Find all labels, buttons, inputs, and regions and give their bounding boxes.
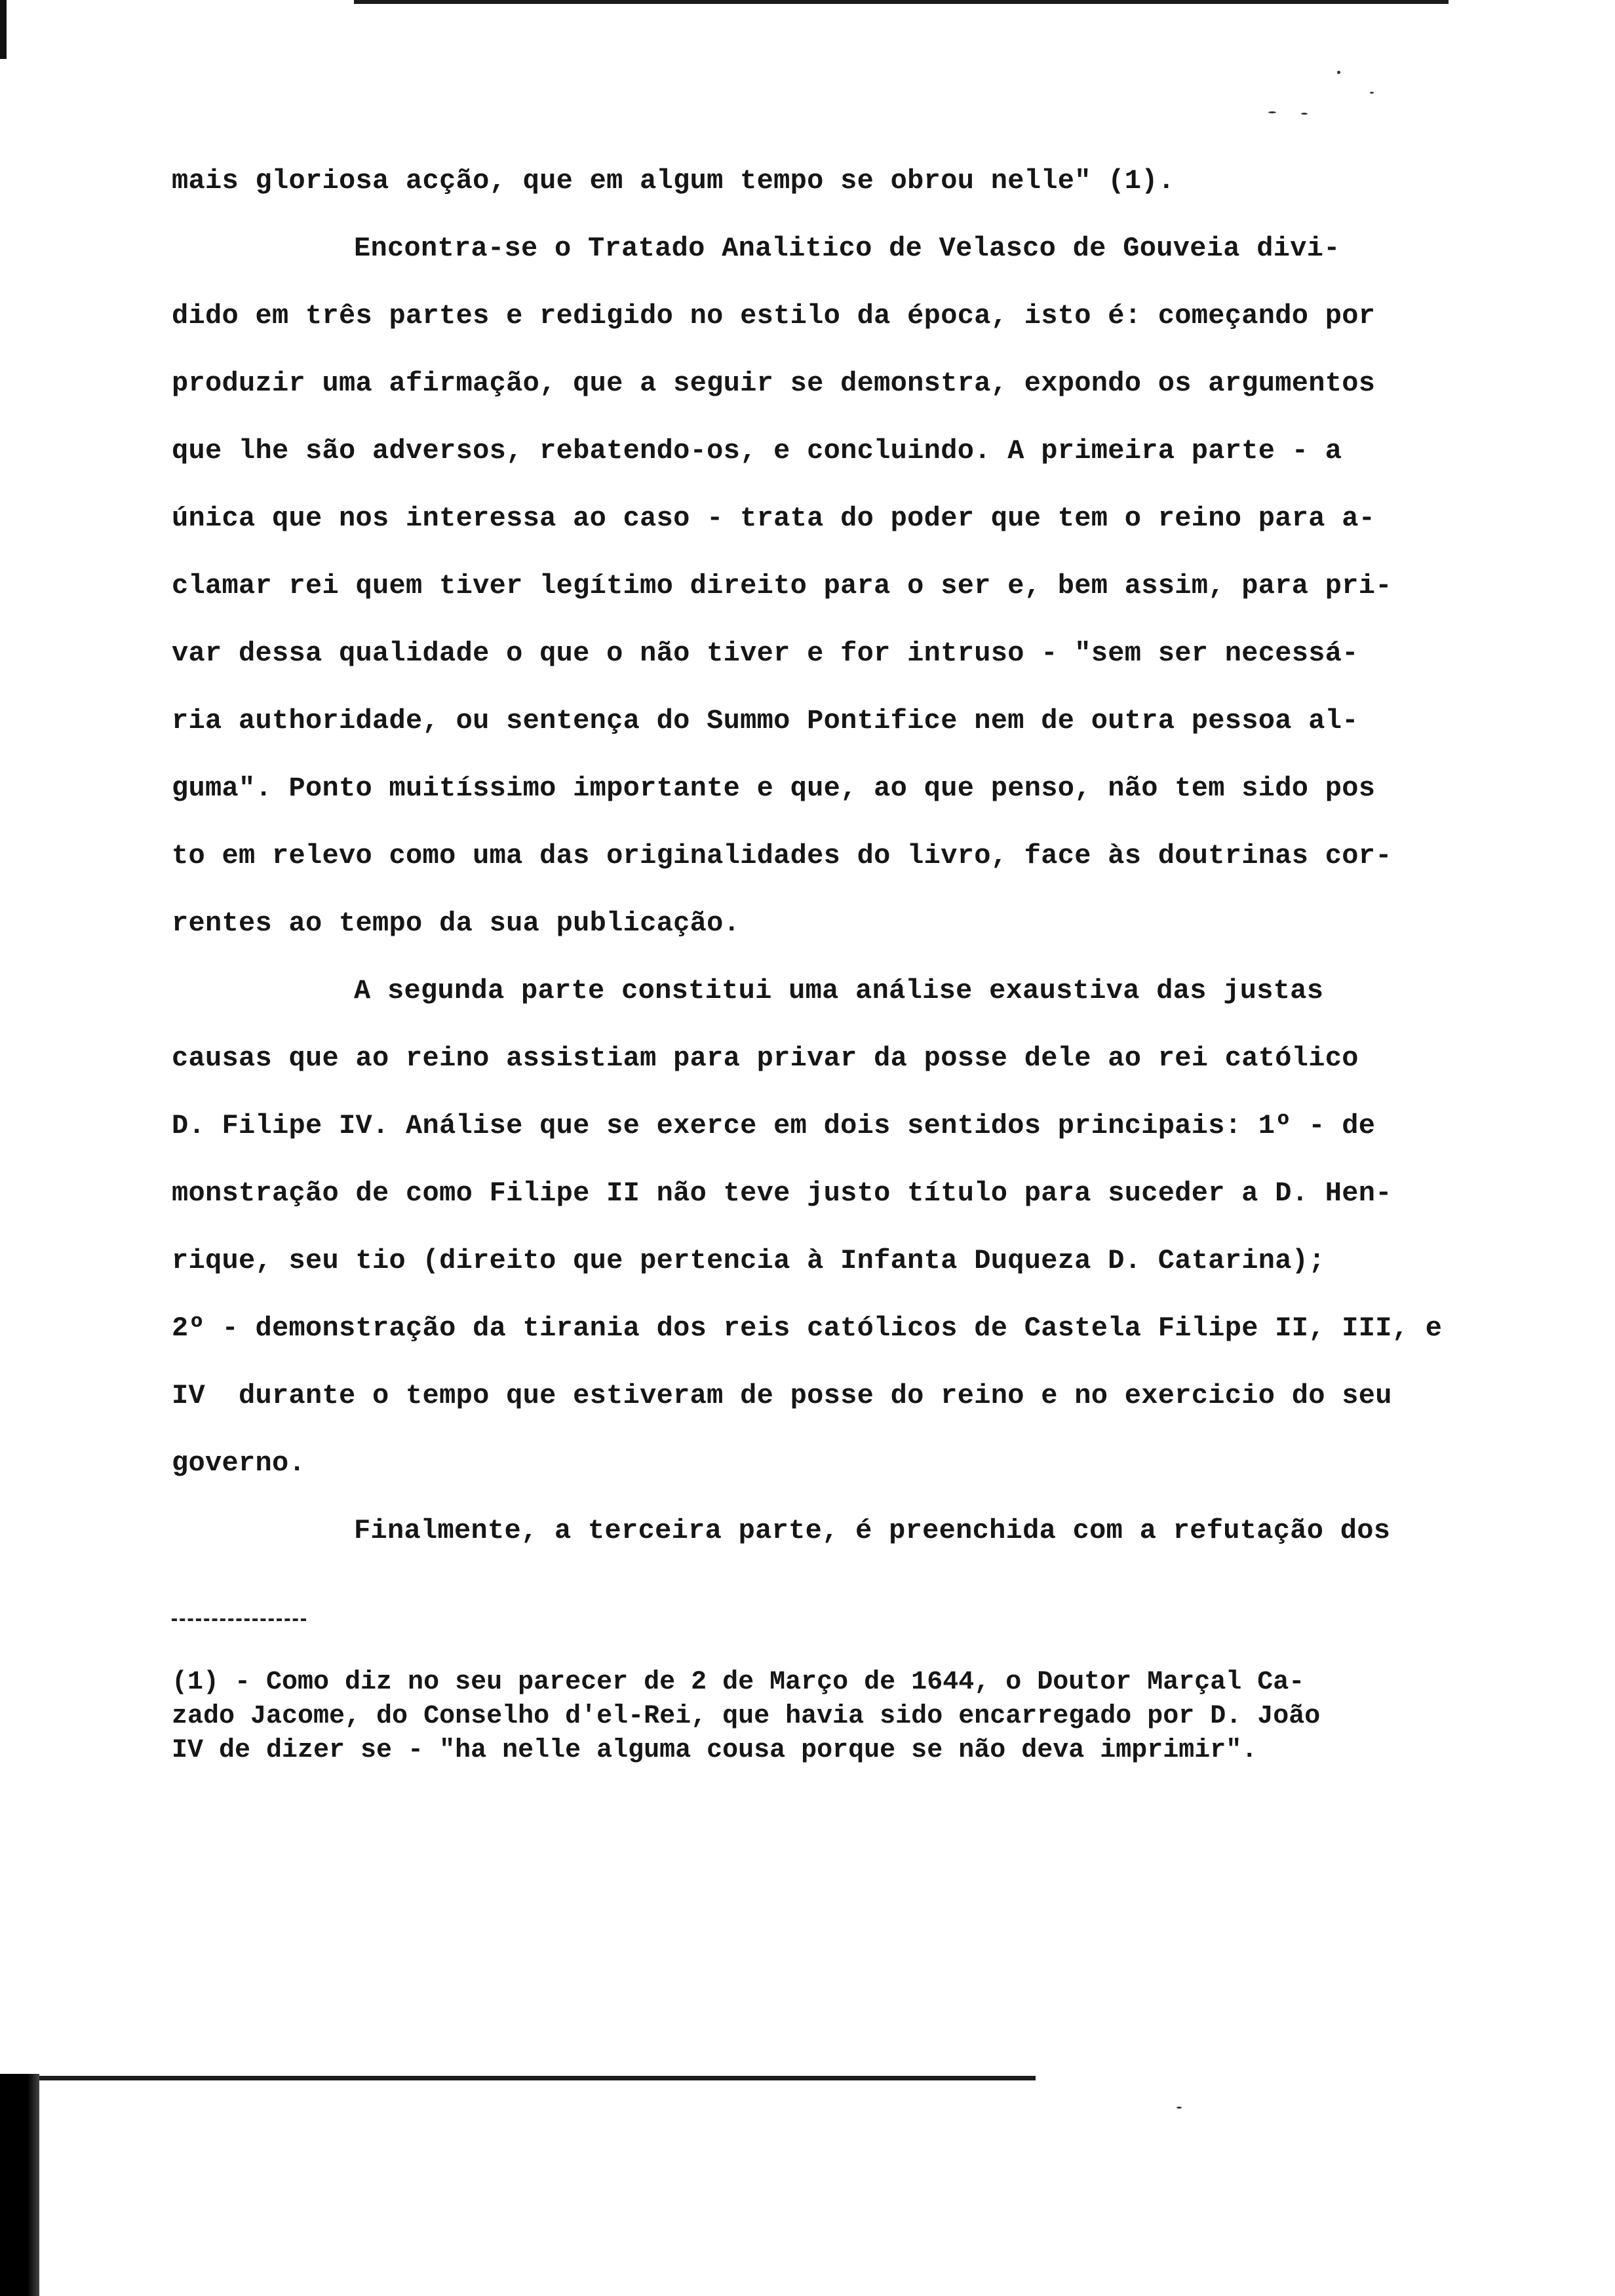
text-line: IV durante o tempo que estiveram de posse do reino e no exercicio do seu: [172, 1380, 1392, 1411]
text-line: rentes ao tempo da sua publicação.: [172, 908, 741, 939]
scan-speck: [1177, 2107, 1182, 2109]
text-line: causas que ao reino assistiam para privar da posse dele ao rei católico: [172, 1043, 1359, 1074]
footnote-line: IV de dizer se - "ha nelle alguma cousa porque se não deva imprimir".: [172, 1736, 1258, 1765]
footnote-line: zado Jacome, do Conselho d'el-Rei, que havia sido encarregado por D. João: [172, 1702, 1321, 1731]
scan-speck: [1337, 71, 1340, 74]
text-line: mais gloriosa acção, que em algum tempo se obrou nelle" (1).: [172, 165, 1175, 197]
text-line: que lhe são adversos, rebatendo-os, e concluindo. A primeira parte - a: [172, 435, 1342, 467]
main-text: [172, 147, 1443, 1565]
footnote: [172, 1666, 1391, 1768]
scan-speck: [1370, 92, 1374, 94]
text-line: monstração de como Filipe II não teve justo título para suceder a D. Hen-: [172, 1177, 1392, 1209]
text-line: ria authoridade, ou sentença do Summo Pontifice nem de outra pessoa al-: [172, 705, 1359, 737]
text-line: dido em três partes e redigido no estilo da época, isto é: começando por: [172, 300, 1376, 332]
text-line: produzir uma afirmação, que a seguir se demonstra, expondo os argumentos: [172, 368, 1376, 399]
scan-speck: [1268, 111, 1276, 113]
text-line: D. Filipe IV. Análise que se exerce em dois sentidos principais: 1º - de: [172, 1110, 1376, 1141]
text-line: governo.: [172, 1447, 306, 1479]
text-line: A segunda parte constitui uma análise exaustiva das justas: [354, 975, 1324, 1006]
text-line: 2º - demonstração da tirania dos reis católicos de Castela Filipe II, III, e: [172, 1312, 1443, 1344]
text-line: clamar rei quem tiver legítimo direito para o ser e, bem assim, para pri-: [172, 570, 1392, 602]
text-line: to em relevo como uma das originalidades do livro, face às doutrinas cor-: [172, 840, 1392, 871]
text-line: guma". Ponto muitíssimo importante e que, ao que penso, não tem sido pos: [172, 773, 1376, 804]
text-line: var dessa qualidade o que o não tiver e for intruso - "sem ser necessá-: [172, 638, 1359, 669]
scan-edge-bottom: [39, 2076, 1036, 2080]
footnote-line: (1) - Como diz no seu parecer de 2 de Março de 1644, o Doutor Marçal Ca-: [172, 1668, 1305, 1697]
scan-speck: [1301, 113, 1308, 115]
text-line: Finalmente, a terceira parte, é preenchida com a refutação dos: [354, 1515, 1391, 1546]
scan-edge-left-bottom: [0, 2074, 39, 2296]
text-line: única que nos interessa ao caso - trata do poder que tem o reino para a-: [172, 503, 1376, 534]
text-line: Encontra-se o Tratado Analitico de Velasco de Gouveia divi-: [354, 233, 1340, 264]
text-line: rique, seu tio (direito que pertencia à Infanta Duqueza D. Catarina);: [172, 1245, 1325, 1276]
scan-edge-top: [354, 0, 1449, 4]
scan-edge-left-top: [0, 0, 7, 59]
footnote-separator: [172, 1618, 306, 1621]
